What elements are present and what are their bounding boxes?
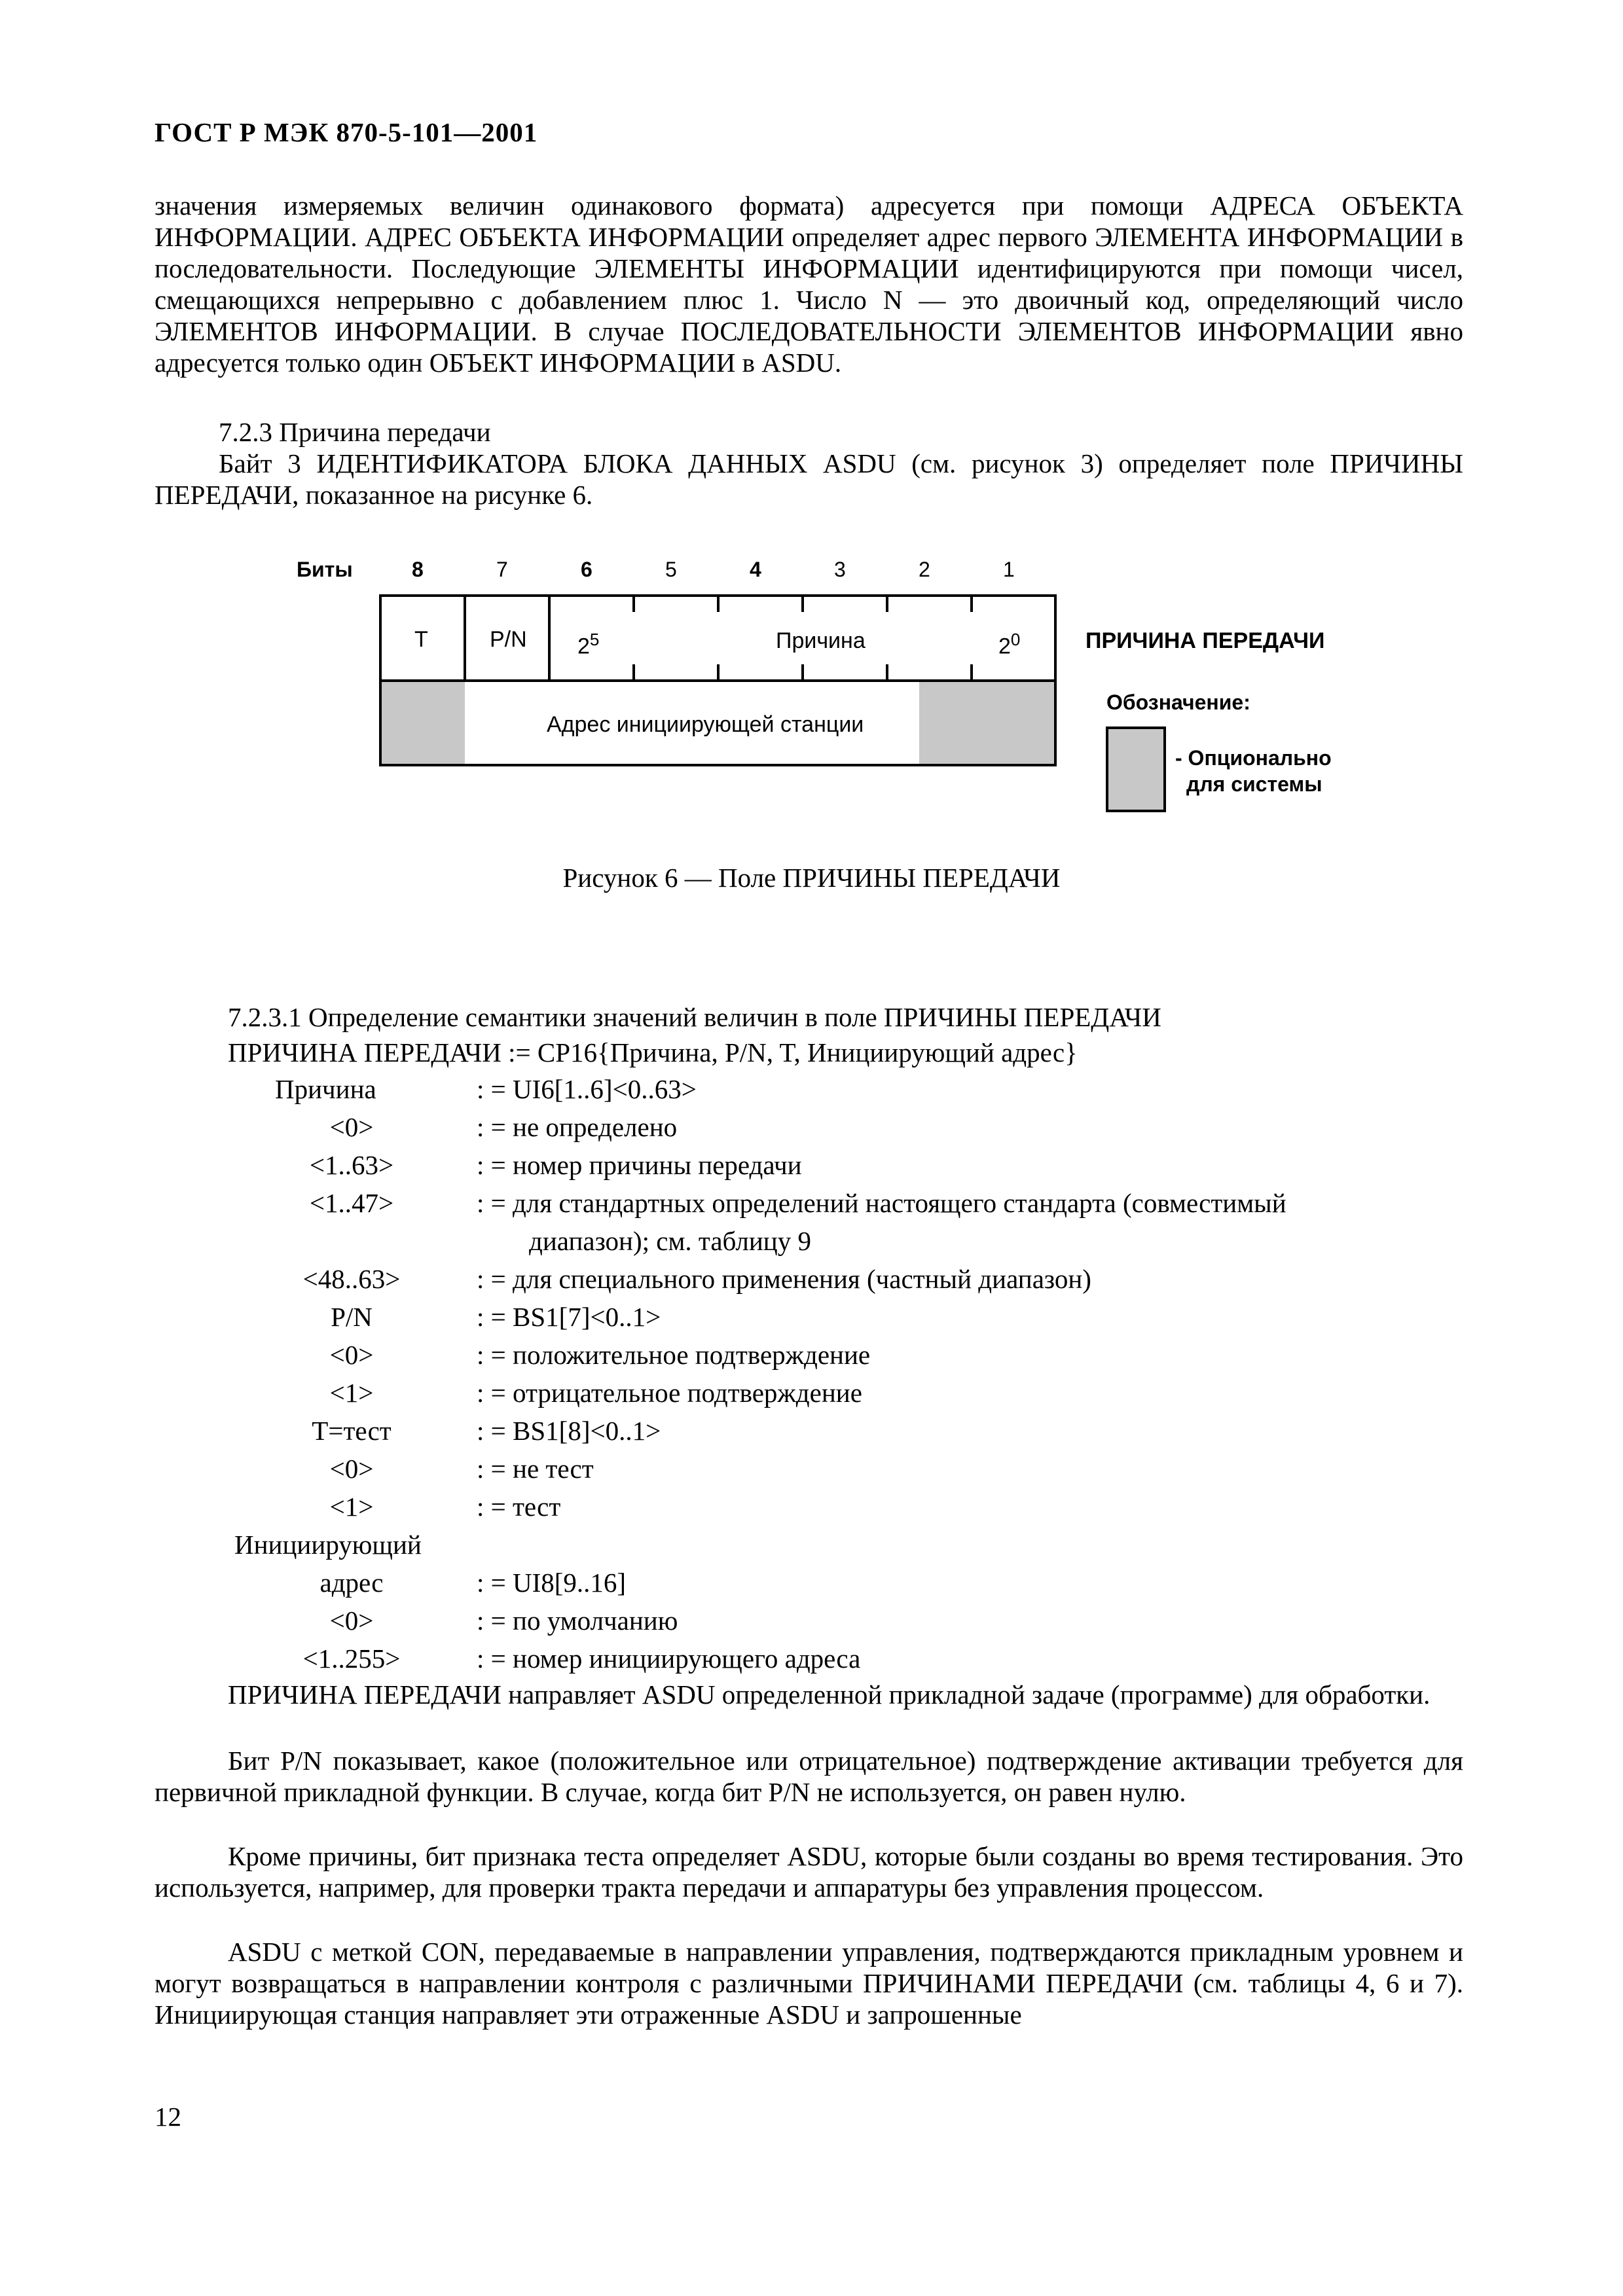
definition-value: : = UI8[9..16] [477, 1568, 627, 1598]
definition-term: адрес [319, 1568, 384, 1598]
definition-term: <0> [329, 1605, 374, 1636]
definition-value: : = не тест [477, 1454, 594, 1484]
definition-value: : = для стандартных определений настоящего стандарта (совместимый [477, 1188, 1286, 1218]
definition-value: диапазон); см. таблицу 9 [529, 1226, 811, 1256]
bit-number: 4 [750, 558, 761, 581]
definition-value: : = BS1[8]<0..1> [477, 1416, 661, 1446]
definition-term: <0> [329, 1112, 374, 1142]
cell-reason: Причина [776, 628, 866, 653]
definition-term: <0> [329, 1454, 374, 1484]
definition-term: <48..63> [302, 1264, 401, 1294]
definition-value: : = для специального применения (частный диапазон) [477, 1264, 1091, 1294]
definition-value: : = номер причины передачи [477, 1150, 802, 1180]
cell-msb [577, 630, 599, 659]
bit-number: 1 [1003, 558, 1015, 581]
section-7-2-3-paragraph: Байт 3 ИДЕНТИФИКАТОРА БЛОКА ДАННЫХ ASDU (см. рисунок 3) определяет поле ПРИЧИНЫ ПЕРЕДАЧИ, показанное на рисунке 6. [155, 448, 1463, 510]
legend-line-1: - Опционально [1175, 746, 1332, 770]
definition-term: <1..47> [309, 1188, 394, 1218]
bit-number: 8 [412, 558, 424, 581]
paragraph-2: Бит P/N показывает, какое (положительное или отрицательное) подтверждение активации требуется для первичной прикладной функции. В случае, когда бит P/N не используется, он равен нулю. [155, 1746, 1463, 1807]
cell-lsb-exponent: 0 [1010, 630, 1021, 649]
definition-value: : = положительное подтверждение [477, 1340, 871, 1370]
optional-area-right [919, 681, 1055, 765]
intro-paragraph: значения измеряемых величин одинакового формата) адресуется при помощи АДРЕСА ОБЪЕКТА ИНФОРМАЦИИ. АДРЕС ОБЪЕКТА ИНФОРМАЦИИ определяет адрес первого ЭЛЕМЕНТА ИНФОРМАЦИИ в последовательности. Последующие ЭЛЕМЕНТЫ ИНФОРМАЦИИ идентифицируются при помощи чисел, смещающихся непрерывно с добавлением плюс 1. Число N — это двоичный код, определяющий число ЭЛЕМЕНТОВ ИНФОРМАЦИИ. В случае ПОСЛЕДОВАТЕЛЬНОСТИ ЭЛЕМЕНТОВ ИНФОРМАЦИИ явно адресуется только один ОБЪЕКТ ИНФОРМАЦИИ в ASDU. [155, 190, 1463, 378]
definition-term: <1> [329, 1492, 374, 1522]
definition-term: Причина [275, 1074, 376, 1104]
bit-number: 6 [581, 558, 593, 581]
document-header: ГОСТ Р МЭК 870-5-101—2001 [155, 117, 538, 147]
definition-value: : = по умолчанию [477, 1605, 678, 1636]
section-heading-7-2-3-1: 7.2.3.1 Определение семантики значений величин в поле ПРИЧИНЫ ПЕРЕДАЧИ [228, 1002, 1161, 1032]
cell-lsb-base: 2 [998, 634, 1011, 659]
page-number: 12 [155, 2102, 181, 2132]
definition-term: <0> [329, 1340, 374, 1370]
figure-caption: Рисунок 6 — Поле ПРИЧИНЫ ПЕРЕДАЧИ [562, 863, 1061, 893]
legend-line-2: для системы [1186, 772, 1322, 796]
definition-value: : = отрицательное подтверждение [477, 1378, 862, 1408]
cell-lsb [998, 630, 1020, 659]
cell-msb-base: 2 [577, 634, 590, 659]
bit-number: 3 [834, 558, 846, 581]
definition-value: : = тест [477, 1492, 561, 1522]
optional-area-left [380, 681, 465, 765]
definition-value: : = не определено [477, 1112, 678, 1142]
paragraph-3: Кроме причины, бит признака теста определяет ASDU, которые были созданы во время тестирования. Это используется, например, для проверки тракта передачи и аппаратуры без управления процессом. [155, 1841, 1463, 1903]
definition-value: : = номер инициирующего адреса [477, 1643, 861, 1674]
bit-number: 2 [919, 558, 930, 581]
paragraph-1: ПРИЧИНА ПЕРЕДАЧИ направляет ASDU определенной прикладной задаче (программе) для обработки. [228, 1679, 1431, 1710]
section-heading-7-2-3: 7.2.3 Причина передачи [219, 417, 491, 447]
cell-t: T [414, 627, 428, 652]
definition-term: <1..255> [302, 1643, 401, 1674]
definition-term: <1> [329, 1378, 374, 1408]
bits-label: Биты [297, 558, 353, 581]
paragraph-4: ASDU с меткой CON, передаваемые в направлении управления, подтверждаются прикладным уровнем и могут возвращаться в направлении контроля с различными ПРИЧИНАМИ ПЕРЕДАЧИ (см. таблицы 4, 6 и 7). Инициирующая станция направляет эти отраженные ASDU и запрошенные [155, 1937, 1463, 2030]
cell-msb-exponent: 5 [589, 630, 600, 649]
definition-term: <1..63> [309, 1150, 394, 1180]
cot-definition: ПРИЧИНА ПЕРЕДАЧИ := CP16{Причина, P/N, T, Инициирующий адрес} [228, 1037, 1078, 1067]
field-name-label: ПРИЧИНА ПЕРЕДАЧИ [1085, 628, 1325, 653]
bit-number: 5 [665, 558, 677, 581]
legend-title: Обозначение: [1106, 691, 1250, 714]
cell-pn: P/N [490, 627, 527, 652]
definition-term: P/N [331, 1302, 373, 1332]
definition-term: T=тест [312, 1416, 392, 1446]
legend-swatch [1107, 728, 1165, 811]
definition-value: : = BS1[7]<0..1> [477, 1302, 661, 1332]
definition-value: : = UI6[1..6]<0..63> [477, 1074, 697, 1104]
bit-number: 7 [496, 558, 508, 581]
originator-address-cell: Адрес инициирующей станции [547, 712, 864, 737]
definition-term: Инициирующий [234, 1530, 422, 1560]
